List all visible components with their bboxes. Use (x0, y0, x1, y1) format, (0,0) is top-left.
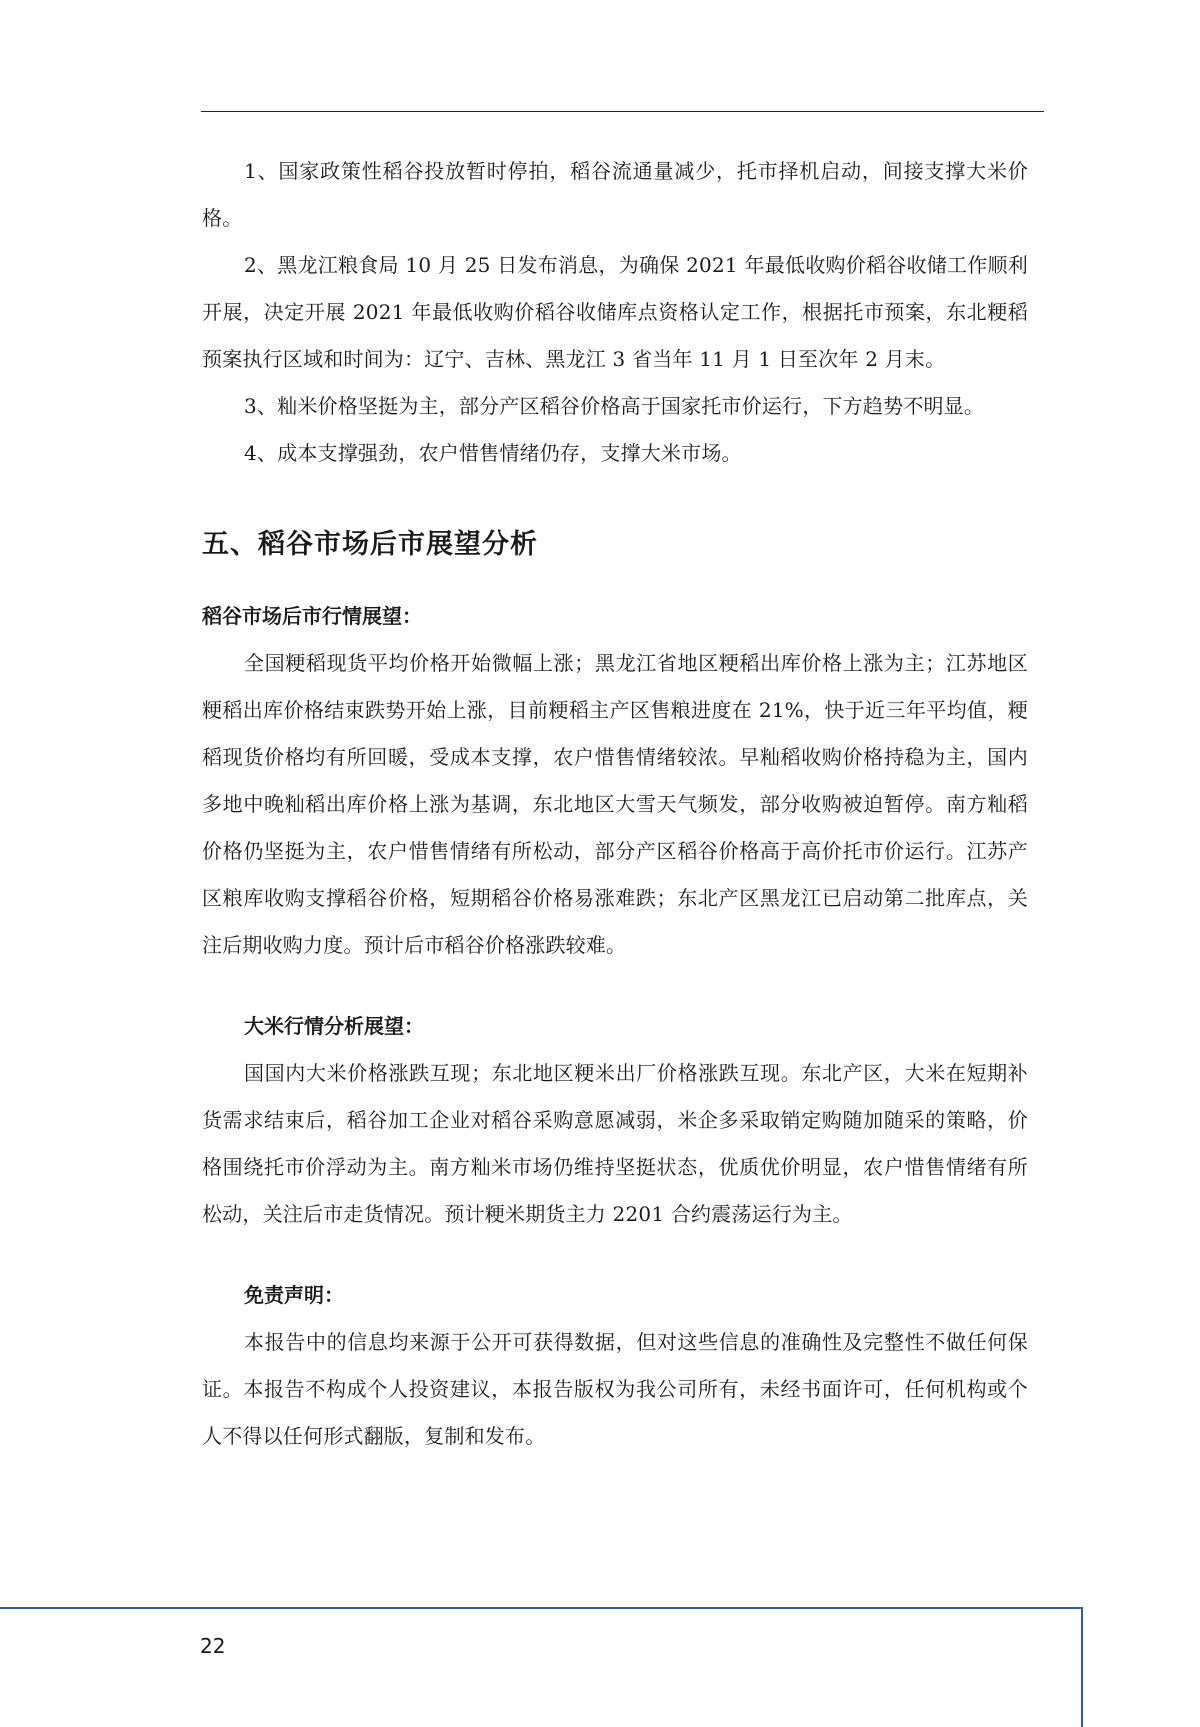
policy-point-1: 1、国家政策性稻谷投放暂时停拍，稻谷流通量减少，托市择机启动，间接支撑大米价格。 (202, 159, 1028, 230)
page-content (202, 148, 1028, 1460)
policy-point-2: 2、黑龙江粮食局 10 月 25 日发布消息，为确保 2021 年最低收购价稻谷收储工作顺利开展，决定开展 2021 年最低收购价稻谷收储库点资格认定工作，根据托市预案，东北粳稻预案执行区域和时间为：辽宁、吉林、黑龙江 3 省当年 11 月 1 日至次年 2 月末。 (202, 253, 1028, 371)
policy-point-4: 4、成本支撑强劲，农户惜售情绪仍存，支撑大米市场。 (244, 441, 742, 465)
disclaimer-body: 本报告中的信息均来源于公开可获得数据，但对这些信息的准确性及完整性不做任何保证。本报告不构成个人投资建议，本报告版权为我公司所有，未经书面许可，任何机构或个人不得以任何形式翻版，复制和发布。 (202, 1330, 1028, 1448)
section-title: 五、稻谷市场后市展望分析 (202, 529, 538, 560)
paddy-outlook-heading: 稻谷市场后市行情展望： (202, 604, 422, 628)
rice-outlook-body: 国国内大米价格涨跌互现；东北地区粳米出厂价格涨跌互现。东北产区，大米在短期补货需求结束后，稻谷加工企业对稻谷采购意愿减弱，米企多采取销定购随加随采的策略，价格围绕托市价浮动为主。南方籼米市场仍维持坚挺状态，优质优价明显，农户惜售情绪有所松动，关注后市走货情况。预计粳米期货主力 2201 合约震荡运行为主。 (202, 1061, 1028, 1226)
rice-outlook-heading: 大米行情分析展望： (244, 1014, 424, 1038)
header-rule (201, 111, 1044, 112)
page-number: 22 (200, 1634, 226, 1658)
policy-point-3: 3、籼米价格坚挺为主，部分产区稻谷价格高于国家托市价运行，下方趋势不明显。 (244, 394, 985, 418)
disclaimer-heading: 免责声明： (244, 1283, 344, 1307)
footer-frame (0, 1607, 1083, 1727)
paddy-outlook-body: 全国粳稻现货平均价格开始微幅上涨；黑龙江省地区粳稻出库价格上涨为主；江苏地区粳稻出库价格结束跌势开始上涨，目前粳稻主产区售粮进度在 21%，快于近三年平均值，粳稻现货价格均有所回暖，受成本支撑，农户惜售情绪较浓。早籼稻收购价格持稳为主，国内多地中晚籼稻出库价格上涨为基调，东北地区大雪天气频发，部分收购被迫暂停。南方籼稻价格仍坚挺为主，农户惜售情绪有所松动，部分产区稻谷价格高于高价托市价运行。江苏产区粮库收购支撑稻谷价格，短期稻谷价格易涨难跌；东北产区黑龙江已启动第二批库点，关注后期收购力度。预计后市稻谷价格涨跌较难。 (202, 651, 1028, 957)
